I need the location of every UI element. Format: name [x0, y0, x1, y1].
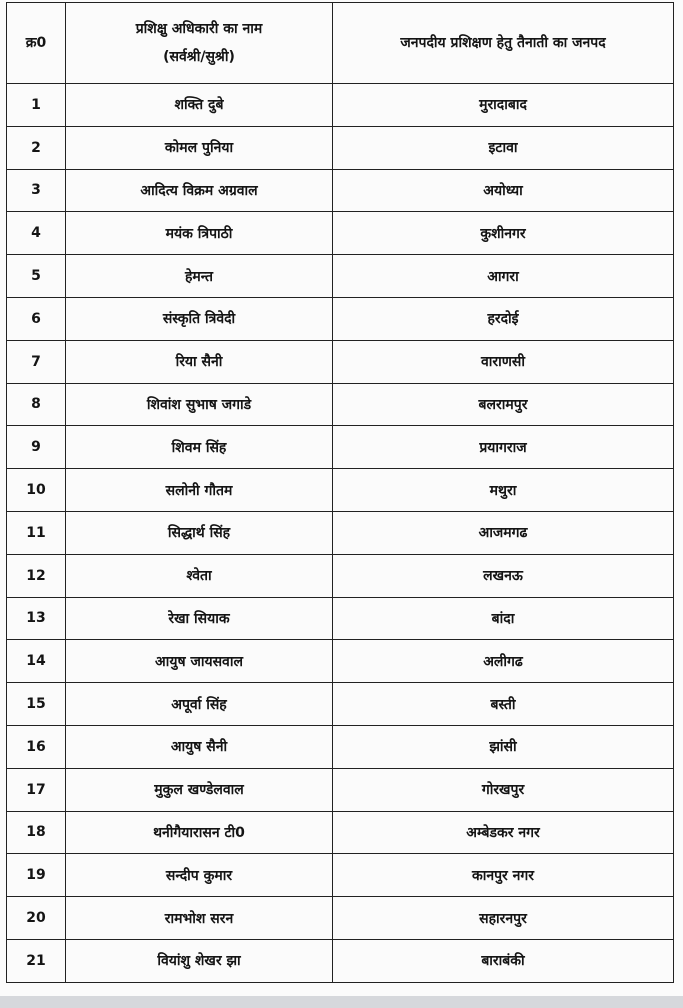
trainee-posting-table: [6, 2, 674, 983]
serial-cell: 19: [7, 854, 66, 897]
officer-name-cell: रिया सैनी: [66, 340, 333, 383]
serial-cell: 1: [7, 84, 66, 127]
serial-cell: 8: [7, 383, 66, 426]
table-row: [7, 939, 674, 982]
serial-cell: 3: [7, 169, 66, 212]
officer-name-cell: श्वेता: [66, 554, 333, 597]
officer-name-cell: रेखा सियाक: [66, 597, 333, 640]
officer-name-cell: रामभोश सरन: [66, 897, 333, 940]
district-column-header: [333, 3, 674, 84]
table-row: [7, 511, 674, 554]
district-cell: मुरादाबाद: [333, 84, 674, 127]
district-cell: प्रयागराज: [333, 426, 674, 469]
district-cell: सहारनपुर: [333, 897, 674, 940]
district-cell: अयोध्या: [333, 169, 674, 212]
table-row: [7, 683, 674, 726]
table-body: [7, 84, 674, 983]
table-row: [7, 297, 674, 340]
serial-cell: 15: [7, 683, 66, 726]
officer-name-cell: सलोनी गौतम: [66, 469, 333, 512]
officer-name-cell: कोमल पुनिया: [66, 126, 333, 169]
officer-name-cell: सिद्धार्थ सिंह: [66, 511, 333, 554]
officer-name-cell: आदित्य विक्रम अग्रवाल: [66, 169, 333, 212]
district-header-text: जनपदीय प्रशिक्षण हेतु तैनाती का जनपद: [400, 35, 606, 51]
name-header-line1: प्रशिक्षु अधिकारी का नाम: [135, 21, 263, 37]
serial-cell: 2: [7, 126, 66, 169]
table-row: [7, 255, 674, 298]
serial-cell: 14: [7, 640, 66, 683]
officer-name-cell: अपूर्वा सिंह: [66, 683, 333, 726]
district-cell: बस्ती: [333, 683, 674, 726]
serial-cell: 21: [7, 939, 66, 982]
table-row: [7, 84, 674, 127]
table-row: [7, 340, 674, 383]
table-row: [7, 554, 674, 597]
officer-name-cell: आयुष जायसवाल: [66, 640, 333, 683]
serial-cell: 5: [7, 255, 66, 298]
district-cell: कुशीनगर: [333, 212, 674, 255]
table-row: [7, 426, 674, 469]
district-cell: हरदोई: [333, 297, 674, 340]
district-cell: कानपुर नगर: [333, 854, 674, 897]
district-cell: अम्बेडकर नगर: [333, 811, 674, 854]
district-cell: झांसी: [333, 725, 674, 768]
table-row: [7, 169, 674, 212]
serial-cell: 6: [7, 297, 66, 340]
serial-cell: 20: [7, 897, 66, 940]
table-row: [7, 725, 674, 768]
district-cell: गोरखपुर: [333, 768, 674, 811]
name-column-header: [66, 3, 333, 84]
district-cell: बलरामपुर: [333, 383, 674, 426]
table-row: [7, 811, 674, 854]
officer-name-cell: मुकुल खण्डेलवाल: [66, 768, 333, 811]
scan-bottom-edge: [0, 996, 683, 1008]
name-header-line2: (सर्वश्री/सुश्री): [163, 49, 235, 65]
district-cell: अलीगढ: [333, 640, 674, 683]
serial-header-text: क्र0: [25, 35, 47, 51]
serial-cell: 4: [7, 212, 66, 255]
district-cell: इटावा: [333, 126, 674, 169]
officer-name-cell: शिवांश सुभाष जगाडे: [66, 383, 333, 426]
serial-cell: 18: [7, 811, 66, 854]
district-cell: बाराबंकी: [333, 939, 674, 982]
serial-cell: 10: [7, 469, 66, 512]
district-cell: वाराणसी: [333, 340, 674, 383]
serial-cell: 16: [7, 725, 66, 768]
officer-name-cell: आयुष सैनी: [66, 725, 333, 768]
officer-name-cell: सन्दीप कुमार: [66, 854, 333, 897]
serial-cell: 9: [7, 426, 66, 469]
officer-name-cell: थनीगैयारासन टी0: [66, 811, 333, 854]
serial-cell: 12: [7, 554, 66, 597]
serial-cell: 11: [7, 511, 66, 554]
serial-cell: 7: [7, 340, 66, 383]
table-row: [7, 640, 674, 683]
serial-cell: 13: [7, 597, 66, 640]
district-cell: मथुरा: [333, 469, 674, 512]
table-row: [7, 854, 674, 897]
officer-name-cell: हेमन्त: [66, 255, 333, 298]
district-cell: लखनऊ: [333, 554, 674, 597]
district-cell: आजमगढ: [333, 511, 674, 554]
officer-name-cell: संस्कृति त्रिवेदी: [66, 297, 333, 340]
table-header: [7, 3, 674, 84]
table-row: [7, 383, 674, 426]
table-row: [7, 469, 674, 512]
header-row: [7, 3, 674, 84]
table-row: [7, 897, 674, 940]
district-cell: बांदा: [333, 597, 674, 640]
table-row: [7, 212, 674, 255]
officer-name-cell: शक्ति दुबे: [66, 84, 333, 127]
officer-name-cell: शिवम सिंह: [66, 426, 333, 469]
serial-cell: 17: [7, 768, 66, 811]
officer-name-cell: वियांशु शेखर झा: [66, 939, 333, 982]
serial-column-header: [7, 3, 66, 84]
table-row: [7, 768, 674, 811]
officer-name-cell: मयंक त्रिपाठी: [66, 212, 333, 255]
table-row: [7, 597, 674, 640]
district-cell: आगरा: [333, 255, 674, 298]
table-row: [7, 126, 674, 169]
